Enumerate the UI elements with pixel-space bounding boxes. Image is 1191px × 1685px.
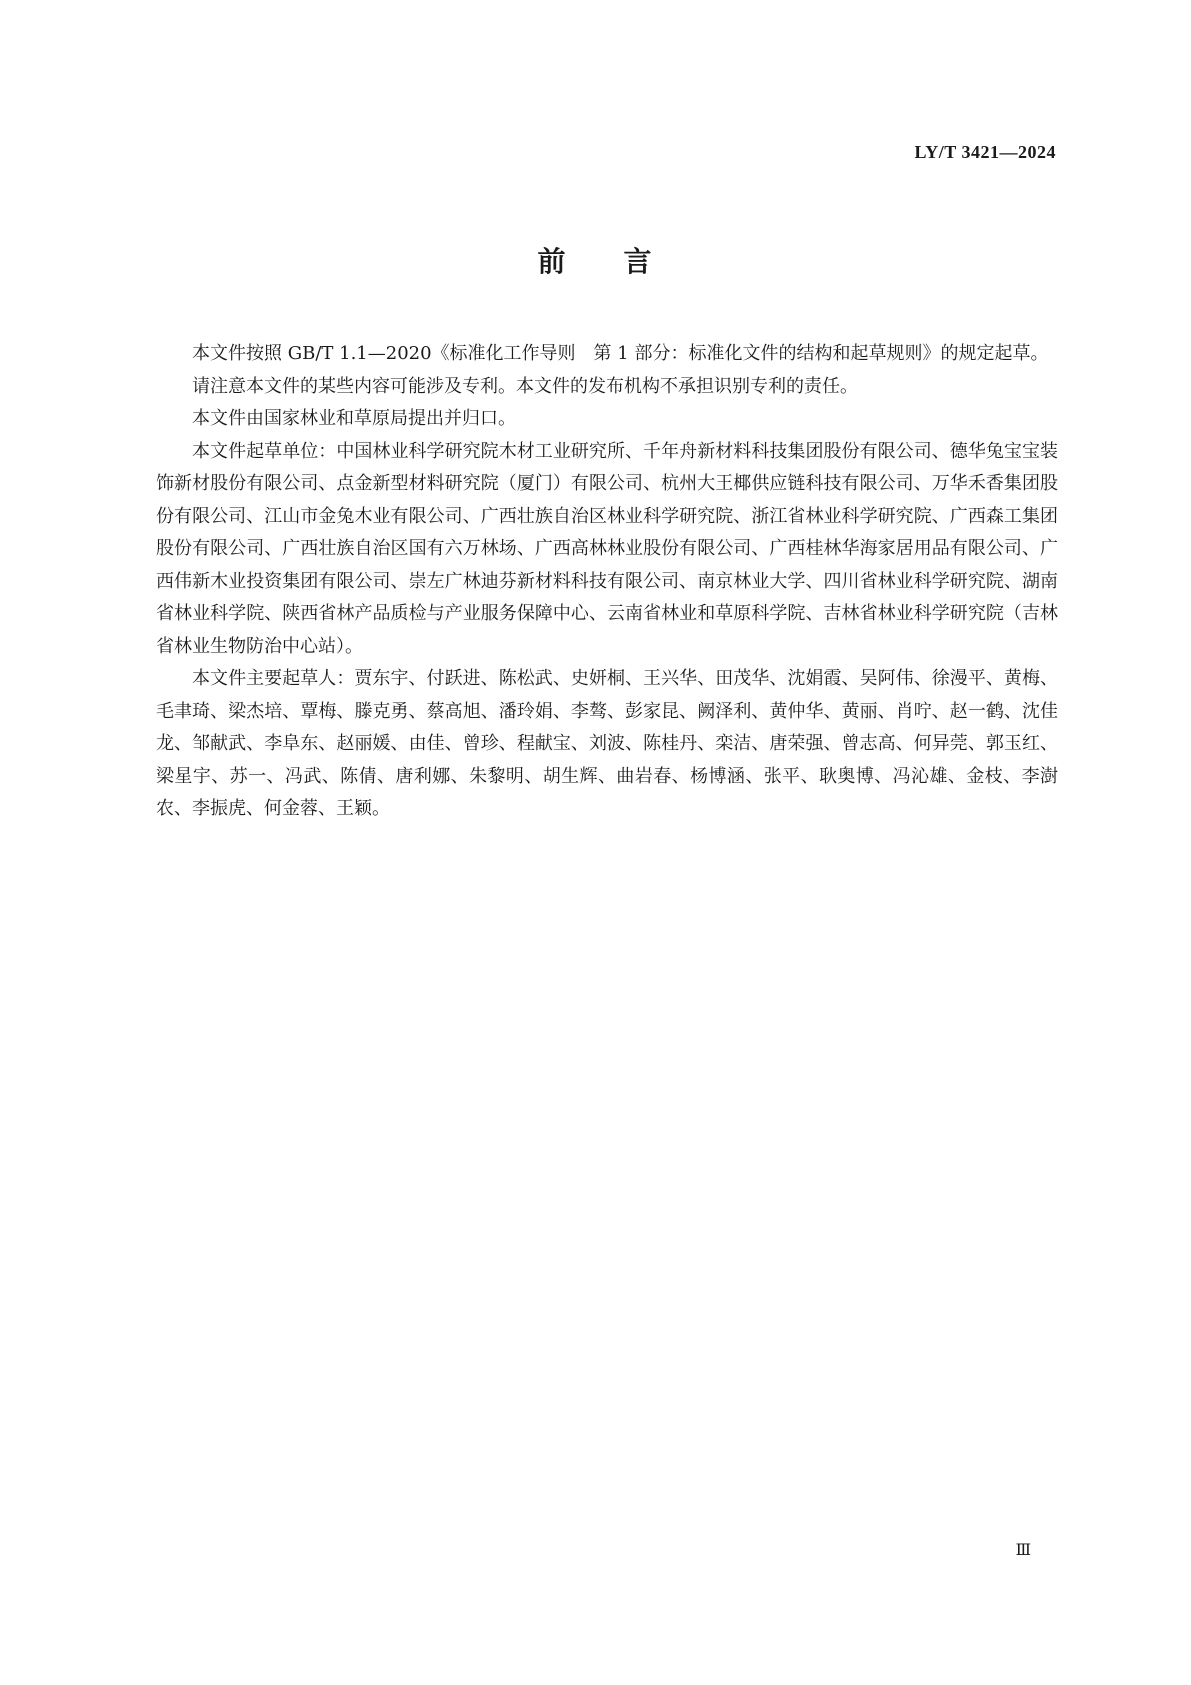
paragraph-drafting-rules: 本文件按照 GB/T 1.1—2020《标准化工作导则 第 1 部分：标准化文件的结构和起草规则》的规定起草。 xyxy=(192,343,1049,364)
page-number: Ⅲ xyxy=(1015,1542,1031,1559)
paragraph-drafters: 本文件主要起草人：贾东宇、付跃进、陈松武、史妍桐、王兴华、田茂华、沈娟霞、吴阿伟、徐漫平、黄梅、毛聿琦、梁杰培、覃梅、滕克勇、蔡高旭、潘玲娟、李骜、彭家昆、阙泽利、黄仲华、黄丽、肖咛、赵一鹤、沈佳龙、邹献武、李阜东、赵丽媛、由佳、曾珍、程献宝、刘波、陈桂丹、栾洁、唐荣强、曾志高、何异莞、郭玉红、梁星宇、苏一、冯武、陈倩、唐利娜、朱黎明、胡生辉、曲岩春、杨博涵、张平、耿奥博、冯沁雄、金枝、李澍农、李振虎、何金蓉、王颖。 xyxy=(156,668,1058,819)
paragraph-proposer: 本文件由国家林业和草原局提出并归口。 xyxy=(192,408,516,429)
document-code: LY/T 3421—2024 xyxy=(914,142,1056,162)
foreword-body xyxy=(156,338,1058,826)
title-char-1: 前 xyxy=(537,245,568,278)
paragraph-drafting-units: 本文件起草单位：中国林业科学研究院木材工业研究所、千年舟新材料科技集团股份有限公司、德华兔宝宝装饰新材股份有限公司、点金新型材料研究院（厦门）有限公司、杭州大王椰供应链科技有限公司、万华禾香集团股份有限公司、江山市金兔木业有限公司、广西壮族自治区林业科学研究院、浙江省林业科学研究院、广西森工集团股份有限公司、广西壮族自治区国有六万林场、广西高林林业股份有限公司、广西桂林华海家居用品有限公司、广西伟新木业投资集团有限公司、崇左广林迪芬新材料科技有限公司、南京林业大学、四川省林业科学研究院、湖南省林业科学院、陕西省林产品质检与产业服务保障中心、云南省林业和草原科学院、吉林省林业科学研究院（吉林省林业生物防治中心站）。 xyxy=(156,440,1058,657)
paragraph-patent-notice: 请注意本文件的某些内容可能涉及专利。本文件的发布机构不承担识别专利的责任。 xyxy=(192,375,858,397)
title-char-2: 言 xyxy=(623,245,654,278)
page-title xyxy=(0,240,1191,280)
